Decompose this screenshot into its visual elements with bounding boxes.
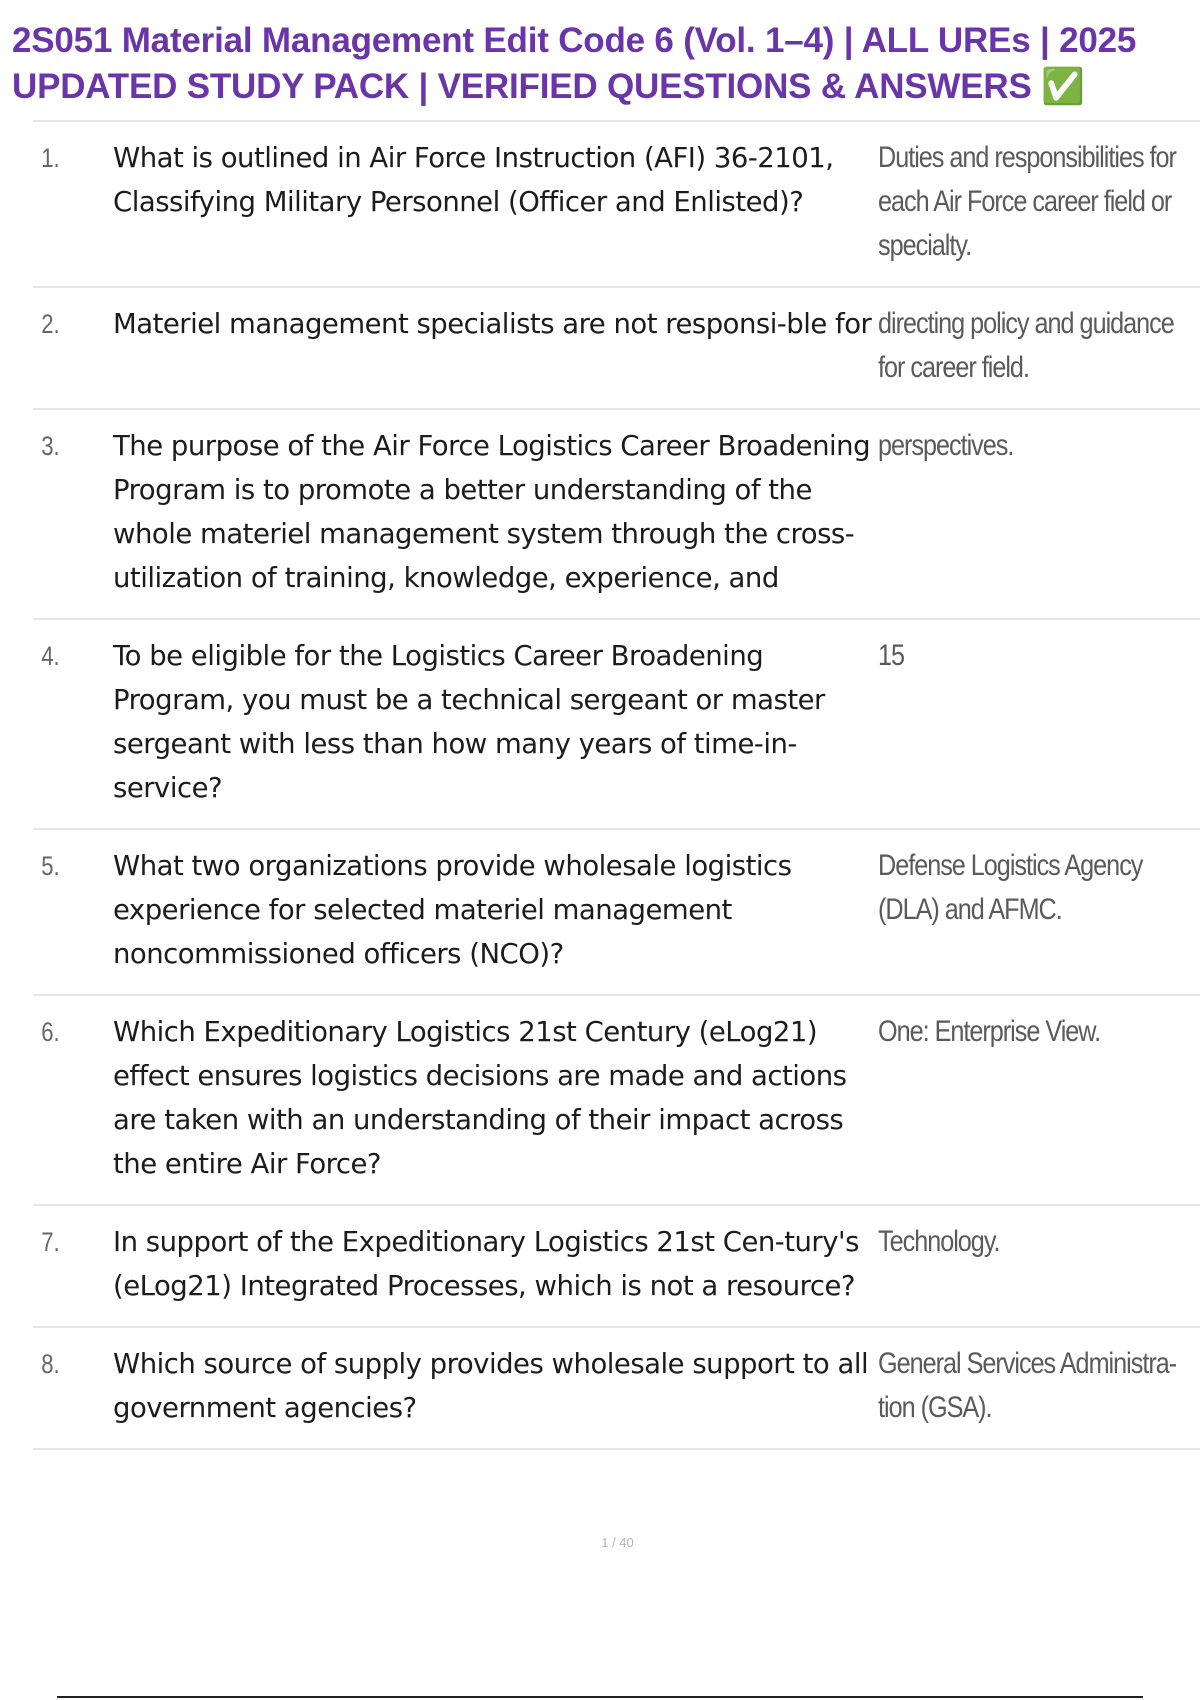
answer-text: Defense Logistics Agency (DLA) and AFMC.	[878, 849, 1143, 926]
answer-text: One: Enterprise View.	[878, 1015, 1101, 1048]
question-number: 8.	[41, 1349, 60, 1379]
qa-item	[33, 1206, 1200, 1328]
question-number: 5.	[41, 851, 60, 881]
question-text: Which Expeditionary Logistics 21st Century (eLog21) effect ensures logistics decisions are made and actions are taken with an understanding of their impact across the entire Air Force?	[113, 1016, 847, 1180]
answer-text: General Services Administra-tion (GSA).	[878, 1347, 1177, 1424]
qa-item	[33, 620, 1200, 830]
answer-text: directing policy and guidance for career field.	[878, 307, 1174, 384]
document-title: 2S051 Material Management Edit Code 6 (Vol. 1–4) | ALL UREs | 2025 UPDATED STUDY PACK | VERIFIED QUESTIONS & ANSWERS ✅	[12, 21, 1137, 106]
question-text: The purpose of the Air Force Logistics Career Broadening Program is to promote a better understanding of the whole materiel management system through the cross-utilization of training, knowledge, experience, and	[113, 430, 871, 594]
qa-list	[33, 120, 1200, 1450]
page-indicator: 1 / 40	[601, 1535, 634, 1550]
qa-item	[33, 996, 1200, 1206]
qa-item	[33, 288, 1200, 410]
qa-item	[33, 830, 1200, 996]
question-number: 1.	[41, 143, 60, 173]
qa-item	[33, 122, 1200, 288]
question-text: Which source of supply provides wholesale support to all government agencies?	[113, 1348, 869, 1424]
answer-text: 15	[878, 639, 905, 672]
question-text: To be eligible for the Logistics Career Broadening Program, you must be a technical sergeant or master sergeant with less than how many years of time-in-service?	[113, 640, 825, 804]
answer-text: Technology.	[878, 1225, 1000, 1258]
question-text: What is outlined in Air Force Instruction (AFI) 36-2101, Classifying Military Personnel (Officer and Enlisted)?	[113, 142, 834, 218]
question-number: 7.	[41, 1227, 60, 1257]
answer-text: perspectives.	[878, 429, 1014, 462]
question-text: Materiel management specialists are not responsi-ble for	[113, 308, 872, 340]
qa-item	[33, 1328, 1200, 1450]
bottom-divider	[57, 1696, 1143, 1698]
qa-item	[33, 410, 1200, 620]
question-text: In support of the Expeditionary Logistics 21st Cen-tury's (eLog21) Integrated Processes, which is not a resource?	[113, 1226, 859, 1302]
question-number: 6.	[41, 1017, 60, 1047]
question-number: 3.	[41, 431, 60, 461]
question-number: 4.	[41, 641, 60, 671]
answer-text: Duties and responsibilities for each Air Force career field or specialty.	[878, 141, 1176, 262]
question-number: 2.	[41, 309, 60, 339]
question-text: What two organizations provide wholesale logistics experience for selected materiel management noncommissioned officers (NCO)?	[113, 850, 792, 970]
